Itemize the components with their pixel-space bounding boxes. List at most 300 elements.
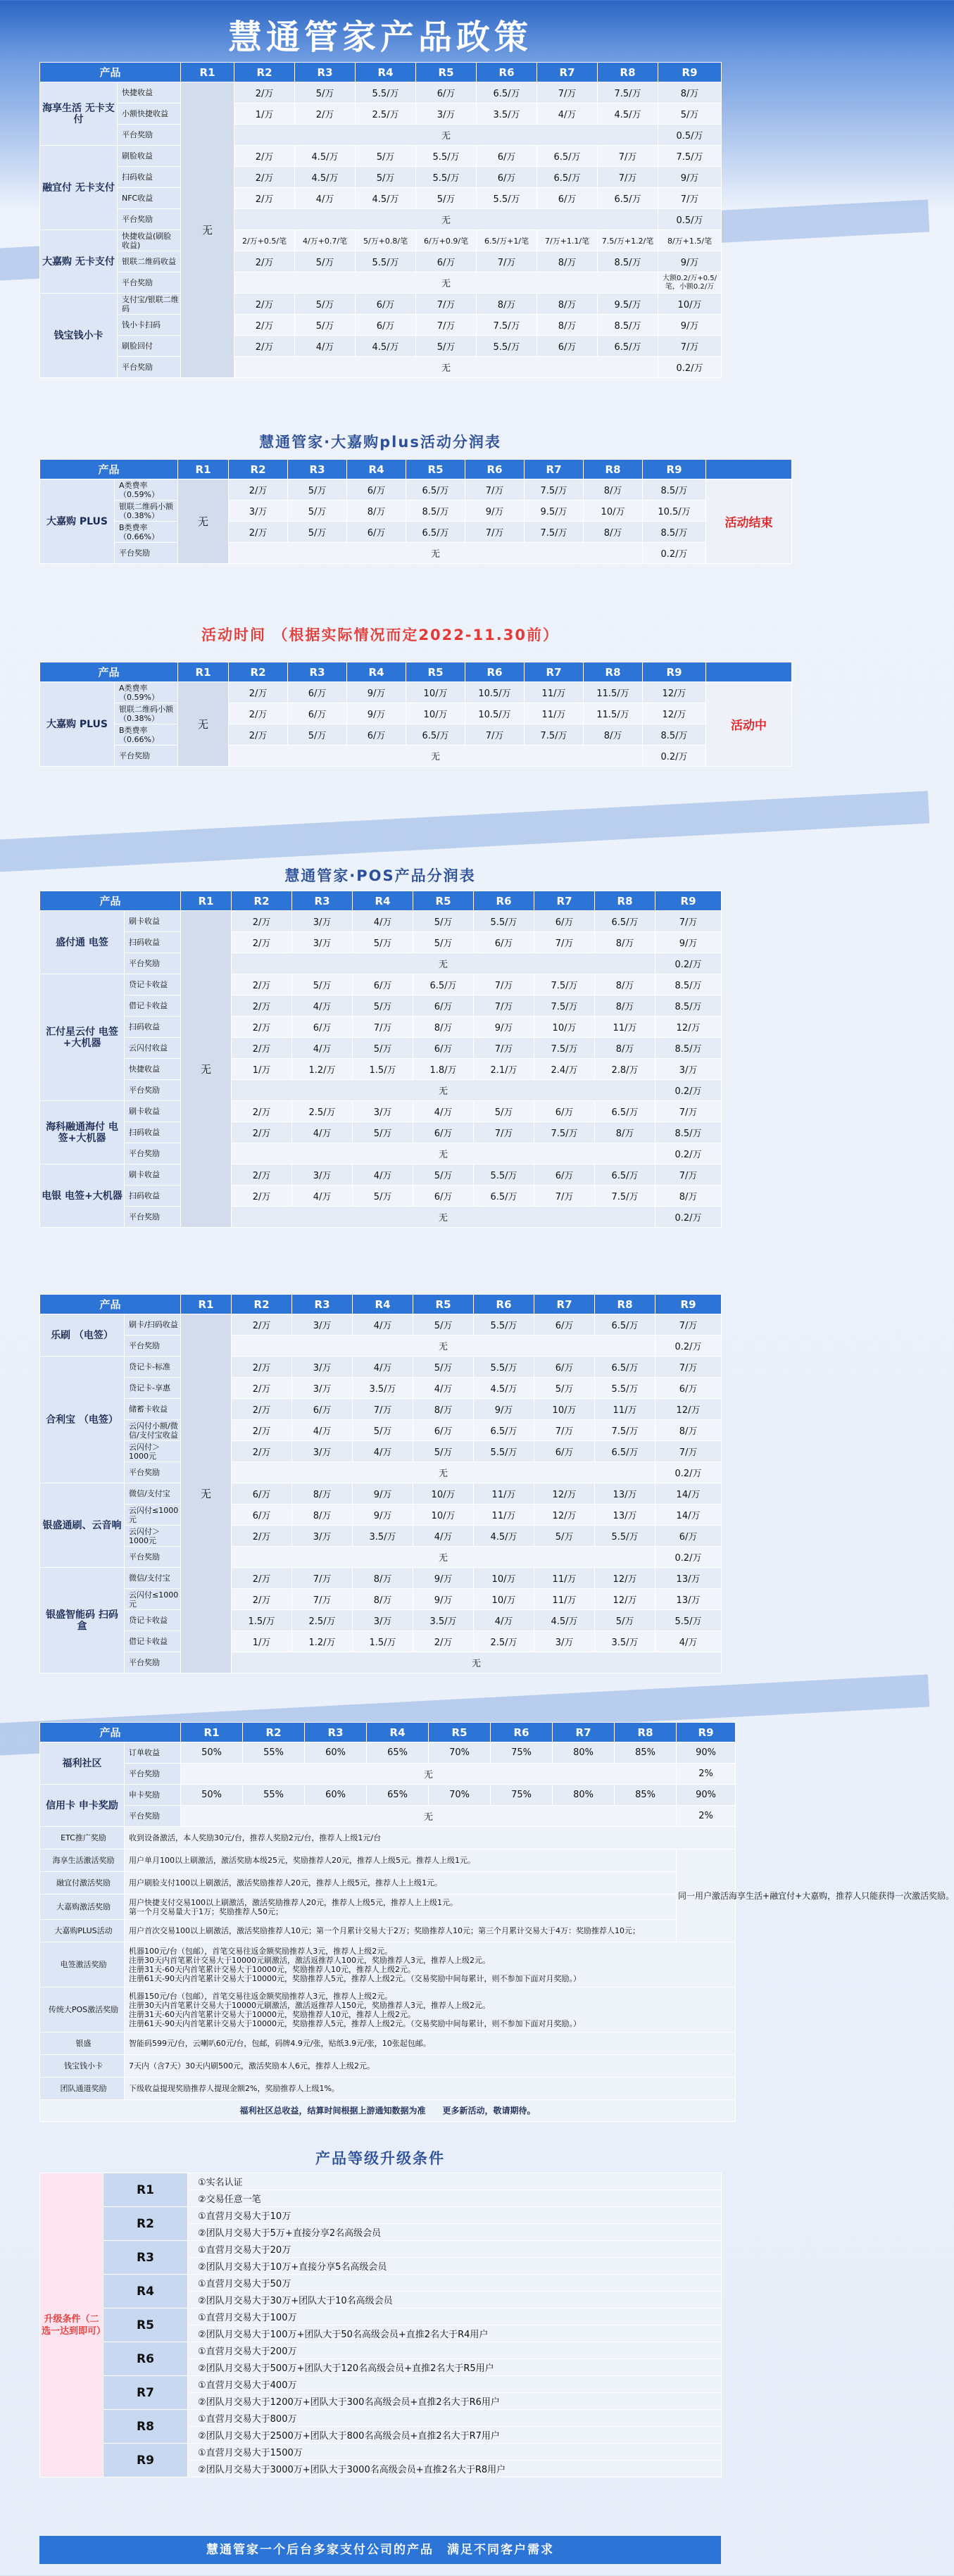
value-cell: 13/万	[655, 1589, 722, 1610]
upgrade-level: R1	[103, 2173, 188, 2207]
header-product: 产品	[40, 662, 178, 682]
value-cell: 10/万	[413, 1504, 474, 1526]
value-cell: 11/万	[534, 1589, 595, 1610]
channel-name: 刷脸回付	[118, 336, 181, 357]
value-cell: 12/万	[534, 1483, 595, 1504]
value-cell: 80%	[553, 1742, 615, 1764]
table-row	[40, 1441, 722, 1462]
header-level-r1: R1	[178, 662, 229, 682]
header-level-r3: R3	[305, 1723, 367, 1742]
reward-row	[40, 1987, 736, 2032]
value-cell: 3.5/万	[353, 1378, 413, 1399]
value-cell: 3/万	[655, 1059, 722, 1080]
table-row	[40, 1207, 722, 1228]
upgrade-left-label: 升级条件（二选一达到即可）	[40, 2173, 103, 2477]
value-cell: 90%	[677, 1785, 736, 1806]
channel-name: 支付宝/银联二维码	[118, 294, 181, 315]
value-cell: 7/万	[598, 167, 658, 188]
channel-name: 平台奖励	[118, 272, 181, 294]
value-cell: 5/万+0.8/笔	[356, 230, 416, 251]
upgrade-condition: ①直营月交易大于20万	[188, 2241, 722, 2258]
r1-value: 无	[181, 1314, 232, 1673]
channel-name: 云闪付＞1000元	[125, 1526, 181, 1547]
value-cell: 5/万	[295, 251, 356, 272]
value-cell: 3/万	[292, 911, 353, 932]
status-label: 活动结束	[706, 479, 792, 564]
value-cell: 5/万	[353, 1420, 413, 1441]
value-cell: 8.5/万	[643, 724, 706, 746]
value-cell: 7/万	[658, 188, 722, 209]
value-cell: 6/万	[353, 974, 413, 995]
header-level-r8: R8	[584, 460, 643, 479]
header-product: 产品	[40, 1723, 181, 1742]
value-cell: 2/万	[234, 336, 295, 357]
table-row	[40, 1143, 722, 1164]
value-cell: 11.5/万	[584, 682, 643, 703]
value-cell: 5/万	[474, 1101, 534, 1122]
value-cell: 5/万	[353, 1186, 413, 1207]
header-level-r1: R1	[178, 460, 229, 479]
value-cell: 2/万	[234, 188, 295, 209]
value-cell: 8/万	[413, 1399, 474, 1420]
value-cell: 2/万	[232, 1101, 292, 1122]
value-cell: 6/万	[232, 1504, 292, 1526]
value-r9: 0.2/万	[655, 1207, 722, 1228]
value-cell: 7/万	[474, 974, 534, 995]
value-cell: 7/万	[416, 315, 477, 336]
product-name: 合利宝 （电签）	[40, 1357, 125, 1483]
value-cell: 2.5/万	[356, 103, 416, 125]
value-cell: 5/万	[288, 501, 347, 522]
value-cell: 8/万	[584, 522, 643, 543]
value-cell: 3/万	[292, 1164, 353, 1186]
upgrade-condition: ①直营月交易大于100万	[188, 2308, 722, 2325]
value-cell: 8/万	[413, 1017, 474, 1038]
product-name: 钱宝钱小卡	[40, 294, 118, 378]
channel-name: 平台奖励	[125, 1652, 181, 1673]
value-cell: 6.5/万	[595, 1357, 655, 1378]
value-cell: 6/万	[474, 932, 534, 953]
status-label: 活动中	[706, 682, 792, 767]
channel-name: 平台奖励	[125, 1080, 181, 1101]
reward-label: 融宜付激活奖励	[40, 1872, 125, 1895]
value-cell: 13/万	[595, 1483, 655, 1504]
value-cell: 7/万	[416, 294, 477, 315]
value-cell: 50%	[181, 1785, 243, 1806]
value-cell: 7.5/万	[525, 522, 584, 543]
value-cell: 11/万	[534, 1568, 595, 1589]
table-row	[40, 315, 722, 336]
channel-name: 平台奖励	[118, 209, 181, 230]
value-r9: 2%	[677, 1764, 736, 1785]
upgrade-condition: ②团队月交易大于500万+团队大于120名高级会员+直推2名大于R5用户	[188, 2359, 722, 2376]
upgrade-row	[40, 2207, 722, 2224]
value-r9: 0.5/万	[658, 125, 722, 146]
value-cell: 6/万	[655, 1378, 722, 1399]
upgrade-condition: ②团队月交易大于100万+团队大于50名高级会员+直推2名大于R4用户	[188, 2325, 722, 2342]
reward-label: 大嘉购PLUS活动	[40, 1920, 125, 1942]
header-level-r4: R4	[356, 63, 416, 82]
value-cell: 7.5/万	[658, 146, 722, 167]
product-name: 大嘉购 PLUS	[40, 479, 115, 564]
value-cell: 7/万	[655, 1101, 722, 1122]
r1-value: 无	[178, 682, 229, 767]
value-cell: 3/万	[292, 932, 353, 953]
value-cell: 8/万	[477, 294, 537, 315]
upgrade-row	[40, 2241, 722, 2258]
value-cell: 6/万	[288, 682, 347, 703]
table-row	[40, 103, 722, 125]
value-cell: 5.5/万	[356, 251, 416, 272]
value-cell: 5/万	[416, 336, 477, 357]
value-cell: 6.5/万	[595, 911, 655, 932]
value-cell: 11/万	[525, 703, 584, 724]
section-upgrade	[39, 2173, 721, 2477]
header-level-r2: R2	[229, 460, 288, 479]
value-cell: 8/万	[353, 1568, 413, 1589]
value-cell: 6/万	[232, 1483, 292, 1504]
value-r9: 0.2/万	[655, 1547, 722, 1568]
channel-name: B类费率（0.66%）	[115, 724, 178, 746]
value-cell: 4/万	[413, 1101, 474, 1122]
value-cell: 2/万	[229, 703, 288, 724]
header-level-r9: R9	[643, 662, 706, 682]
value-r9: 0.2/万	[655, 953, 722, 974]
channel-name: 储蓄卡收益	[125, 1399, 181, 1420]
table-row	[40, 1483, 722, 1504]
value-cell: 7/万	[658, 336, 722, 357]
r1-value: 无	[181, 82, 234, 378]
value-cell: 7/万	[655, 1441, 722, 1462]
value-cell: 3/万	[292, 1441, 353, 1462]
reward-row	[40, 1920, 736, 1942]
table-row	[40, 1806, 736, 1827]
table-row	[40, 1059, 722, 1080]
value-cell: 5.5/万	[474, 911, 534, 932]
section-pos-products-2	[39, 1294, 721, 1673]
channel-name: 扫码收益	[125, 932, 181, 953]
value-cell: 2.5/万	[292, 1610, 353, 1631]
upgrade-row	[40, 2173, 722, 2190]
header-level-r6: R6	[491, 1723, 553, 1742]
value-span: 无	[232, 1080, 655, 1101]
value-cell: 2/万	[232, 1420, 292, 1441]
header-level-r8: R8	[598, 63, 658, 82]
value-cell: 6/万	[534, 1101, 595, 1122]
header-level-r3: R3	[288, 662, 347, 682]
reward-row	[40, 2078, 736, 2100]
value-cell: 85%	[615, 1785, 677, 1806]
value-cell: 4/万	[353, 1357, 413, 1378]
value-cell: 7.5/万	[525, 479, 584, 501]
channel-name: 云闪付收益	[125, 1038, 181, 1059]
value-cell: 11/万	[595, 1017, 655, 1038]
header-row	[40, 460, 792, 479]
table-row	[40, 746, 792, 767]
value-cell: 6/万	[477, 146, 537, 167]
value-cell: 8.5/万	[655, 1122, 722, 1143]
value-cell: 4/万	[292, 1038, 353, 1059]
value-cell: 9/万	[347, 703, 406, 724]
value-cell: 8/万	[655, 1186, 722, 1207]
value-span: 无	[232, 1207, 655, 1228]
value-span: 无	[232, 953, 655, 974]
value-cell: 5/万	[353, 995, 413, 1017]
header-product: 产品	[40, 891, 181, 911]
value-cell: 3/万	[353, 1101, 413, 1122]
channel-name: 平台奖励	[115, 746, 178, 767]
profit-table	[39, 62, 722, 378]
value-cell: 65%	[367, 1742, 429, 1764]
value-cell: 6/万	[537, 188, 598, 209]
value-cell: 4/万	[353, 1164, 413, 1186]
table-row	[40, 1547, 722, 1568]
value-cell: 7.5/万	[534, 995, 595, 1017]
value-cell: 6.5/万	[406, 479, 465, 501]
header-row	[40, 662, 792, 682]
reward-text: 下级收益提现奖励推荐人提现金额2%，奖励推荐人上级1%。	[125, 2078, 736, 2100]
value-cell: 7/万	[655, 911, 722, 932]
value-cell: 6.5/万	[598, 188, 658, 209]
header-level-r2: R2	[232, 1295, 292, 1314]
value-cell: 6/万	[347, 479, 406, 501]
value-cell: 11.5/万	[584, 703, 643, 724]
value-cell: 1.5/万	[353, 1059, 413, 1080]
value-cell: 7/万	[655, 1164, 722, 1186]
channel-name: 刷卡/扫码收益	[125, 1314, 181, 1336]
channel-name: 银联二维码收益	[118, 251, 181, 272]
upgrade-row	[40, 2444, 722, 2461]
table-row	[40, 1399, 722, 1420]
product-name: 乐刷 （电签）	[40, 1314, 125, 1357]
upgrade-condition: ②团队月交易大于1200万+团队大于300名高级会员+直推2名大于R6用户	[188, 2393, 722, 2410]
table-row	[40, 974, 722, 995]
value-cell: 7/万	[655, 1314, 722, 1336]
value-span: 无	[229, 543, 643, 564]
header-level-r9: R9	[655, 1295, 722, 1314]
value-cell: 5.5/万	[474, 1314, 534, 1336]
value-cell: 8/万	[595, 932, 655, 953]
table-row	[40, 230, 722, 251]
value-cell: 2/万	[232, 1526, 292, 1547]
value-r9: 2%	[677, 1806, 736, 1827]
value-cell: 2.4/万	[534, 1059, 595, 1080]
table-row	[40, 911, 722, 932]
value-cell: 9/万	[474, 1017, 534, 1038]
value-cell: 7/万	[477, 251, 537, 272]
channel-name: 微信/支付宝	[125, 1483, 181, 1504]
value-cell: 4/万	[353, 911, 413, 932]
value-cell: 5.5/万	[474, 1441, 534, 1462]
upgrade-condition: ①直营月交易大于1500万	[188, 2444, 722, 2461]
header-level-r8: R8	[595, 891, 655, 911]
header-row	[40, 1295, 722, 1314]
value-cell: 4.5/万	[598, 103, 658, 125]
value-cell: 60%	[305, 1785, 367, 1806]
value-cell: 4/万	[353, 1441, 413, 1462]
header-status	[706, 662, 792, 682]
reward-label: 传统大POS激活奖励	[40, 1987, 125, 2032]
value-cell: 8.5/万	[655, 995, 722, 1017]
table-row	[40, 682, 792, 703]
table-row	[40, 1122, 722, 1143]
value-cell: 2/万	[229, 479, 288, 501]
footer-note: 福利社区总收益，结算时间根据上游通知数据为准 更多新活动，敬请期待。	[40, 2100, 736, 2122]
reward-text: 智能码599元/台，云喇叭60元/台，包邮，码牌4.9元/张，贴纸3.9元/张，10张起包邮。	[125, 2032, 736, 2055]
value-cell: 8/万	[347, 501, 406, 522]
value-cell: 7/万	[534, 932, 595, 953]
footer-note-row	[40, 2100, 736, 2122]
value-cell: 4/万	[292, 1186, 353, 1207]
profit-table	[39, 662, 792, 767]
channel-name: 小额快捷收益	[118, 103, 181, 125]
header-level-r8: R8	[615, 1723, 677, 1742]
channel-name: B类费率（0.66%）	[115, 522, 178, 543]
value-cell: 2/万	[232, 1122, 292, 1143]
value-cell: 1.2/万	[292, 1631, 353, 1652]
channel-name: 云闪付≤1000元	[125, 1504, 181, 1526]
header-level-r8: R8	[584, 662, 643, 682]
table-row	[40, 1742, 736, 1764]
table-row	[40, 703, 792, 724]
value-cell: 5/万	[353, 1038, 413, 1059]
header-product: 产品	[40, 1295, 181, 1314]
value-cell: 10/万	[406, 682, 465, 703]
value-cell: 6.5/万	[537, 167, 598, 188]
channel-name: 钱小卡扫码	[118, 315, 181, 336]
table-row	[40, 1526, 722, 1547]
side-note: 同一用户激活海享生活+融宜付+大嘉购，推荐人只能获得一次激活奖励。	[677, 1849, 736, 1942]
value-cell: 4.5/万	[356, 336, 416, 357]
reward-text: 用户刷脸支付100以上刷激活，激活奖励推荐人20元，推荐人上级5元，推荐人上上级1元。	[125, 1872, 677, 1895]
upgrade-row	[40, 2376, 722, 2393]
value-cell: 12/万	[595, 1589, 655, 1610]
channel-name: 平台奖励	[125, 953, 181, 974]
value-cell: 8.5/万	[643, 479, 706, 501]
value-cell: 3.5/万	[477, 103, 537, 125]
value-cell: 2/万	[232, 1589, 292, 1610]
value-r9: 0.2/万	[658, 357, 722, 378]
value-cell: 7/万	[353, 1017, 413, 1038]
header-level-r7: R7	[553, 1723, 615, 1742]
header-level-r5: R5	[406, 460, 465, 479]
header-level-r7: R7	[537, 63, 598, 82]
value-cell: 6/万	[413, 1038, 474, 1059]
channel-name: 借记卡收益	[125, 1631, 181, 1652]
reward-label: ETC推广奖励	[40, 1827, 125, 1849]
value-cell: 14/万	[655, 1504, 722, 1526]
header-level-r7: R7	[534, 891, 595, 911]
value-cell: 6/万	[534, 911, 595, 932]
value-cell: 9/万	[658, 167, 722, 188]
value-cell: 7/万	[465, 479, 525, 501]
value-cell: 5/万	[413, 1357, 474, 1378]
value-cell: 6.5/万	[406, 724, 465, 746]
value-cell: 2/万	[229, 682, 288, 703]
value-cell: 6.5/万	[477, 82, 537, 103]
table-row	[40, 1080, 722, 1101]
value-cell: 6.5/万	[413, 974, 474, 995]
profit-table	[39, 891, 722, 1228]
value-cell: 2/万	[295, 103, 356, 125]
reward-label: 电签激活奖励	[40, 1942, 125, 1987]
value-cell: 6/万	[356, 294, 416, 315]
value-cell: 4.5/万	[474, 1378, 534, 1399]
reward-row	[40, 2032, 736, 2055]
table-row	[40, 1336, 722, 1357]
value-cell: 4/万	[292, 1420, 353, 1441]
value-cell: 5/万	[288, 724, 347, 746]
value-cell: 13/万	[595, 1504, 655, 1526]
table-row	[40, 1101, 722, 1122]
value-cell: 5.5/万	[474, 1164, 534, 1186]
value-cell: 7/万+1.1/笔	[537, 230, 598, 251]
channel-name: 刷卡收益	[125, 1101, 181, 1122]
value-cell: 7/万	[537, 82, 598, 103]
channel-name: 订单收益	[125, 1742, 181, 1764]
value-cell: 5.5/万	[416, 167, 477, 188]
channel-name: 平台奖励	[125, 1462, 181, 1483]
value-cell: 8/万	[595, 995, 655, 1017]
value-cell: 3/万	[416, 103, 477, 125]
header-level-r1: R1	[181, 891, 232, 911]
value-cell: 11/万	[474, 1483, 534, 1504]
value-cell: 6/万	[537, 336, 598, 357]
value-cell: 6.5/万	[598, 336, 658, 357]
value-cell: 2/万	[232, 1357, 292, 1378]
r1-value: 无	[181, 911, 232, 1228]
header-level-r4: R4	[367, 1723, 429, 1742]
value-cell: 8/万+1.5/笔	[658, 230, 722, 251]
value-cell: 60%	[305, 1742, 367, 1764]
product-name: 福利社区	[40, 1742, 125, 1785]
value-cell: 4/万	[295, 188, 356, 209]
header-level-r5: R5	[416, 63, 477, 82]
value-cell: 2/万	[232, 1164, 292, 1186]
header-level-r1: R1	[181, 1723, 243, 1742]
header-level-r3: R3	[292, 1295, 353, 1314]
value-cell: 8.5/万	[655, 1038, 722, 1059]
value-r9: 0.2/万	[655, 1336, 722, 1357]
value-cell: 2/万	[413, 1631, 474, 1652]
value-cell: 5/万	[413, 932, 474, 953]
value-cell: 7/万	[655, 1357, 722, 1378]
value-cell: 11/万	[525, 682, 584, 703]
value-cell: 11/万	[595, 1399, 655, 1420]
value-cell: 10/万	[658, 294, 722, 315]
upgrade-condition: ①直营月交易大于200万	[188, 2342, 722, 2359]
channel-name: 银联二维码小额（0.38%）	[115, 703, 178, 724]
header-level-r4: R4	[347, 662, 406, 682]
reward-label: 银盛	[40, 2032, 125, 2055]
value-cell: 8/万	[537, 251, 598, 272]
value-cell: 10/万	[534, 1399, 595, 1420]
table-row	[40, 1186, 722, 1207]
value-cell: 7.5/万	[534, 1122, 595, 1143]
value-r9: 0.2/万	[655, 1462, 722, 1483]
value-cell: 9/万	[413, 1568, 474, 1589]
value-cell: 5.5/万	[416, 146, 477, 167]
upgrade-level: R3	[103, 2241, 188, 2275]
value-cell: 6/万	[416, 251, 477, 272]
value-cell: 7.5/万	[534, 974, 595, 995]
value-cell: 12/万	[643, 703, 706, 724]
header-level-r6: R6	[465, 460, 525, 479]
value-cell: 9.5/万	[598, 294, 658, 315]
reward-row	[40, 2055, 736, 2078]
value-cell: 9/万	[353, 1483, 413, 1504]
value-cell: 5/万	[295, 82, 356, 103]
